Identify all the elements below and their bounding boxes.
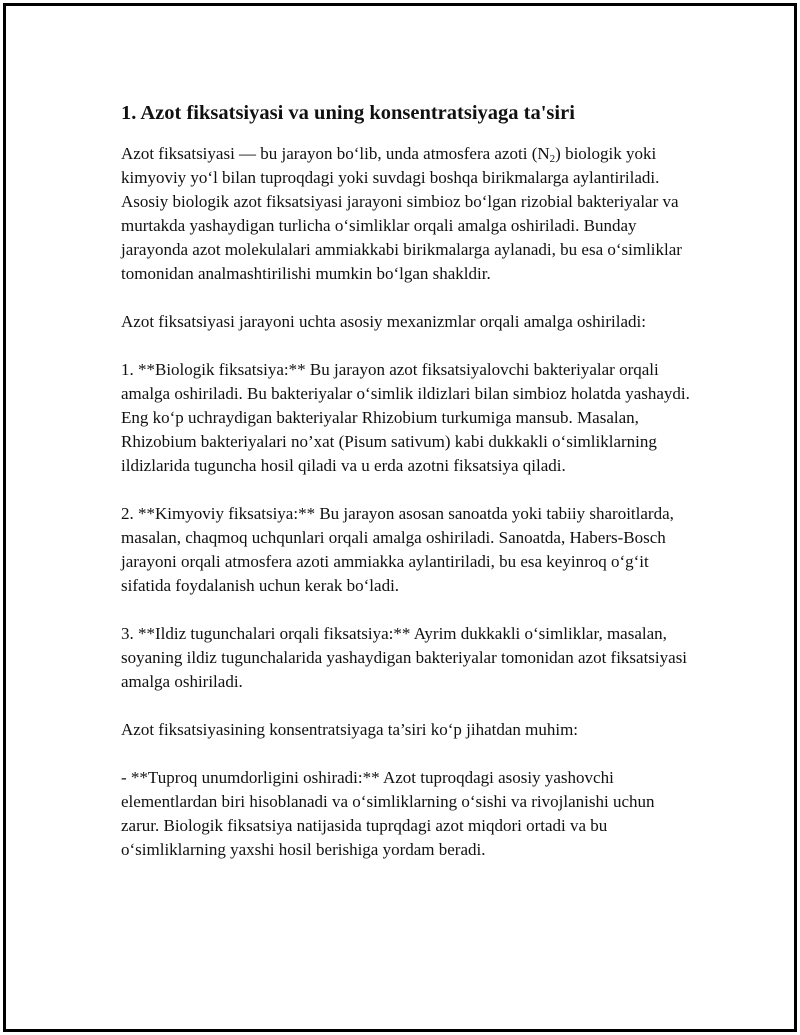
intro-text-start: Azot fiksatsiyasi — bu jarayon bo‘lib, unda atmosfera azoti (N (121, 144, 550, 163)
chemical-fixation-paragraph: 2. **Kimyoviy fiksatsiya:** Bu jarayon asosan sanoatda yoki tabiiy sharoitlarda, masalan, chaqmoq uchqunlari orqali amalga oshiriladi. Sanoatda, Habers-Bosch jarayoni orqali atmosfera azoti ammiakka aylantiriladi, bu esa keyinroq o‘g‘it sifatida foydalanish uchun kerak bo‘ladi. (121, 504, 674, 595)
page-frame (3, 3, 797, 1032)
document-body (121, 100, 691, 862)
intro-text-end: ) biologik yoki kimyoviy yo‘l bilan tuproqdagi yoki suvdagi boshqa birikmalarga aylantiriladi. Asosiy biologik azot fiksatsiyasi jarayoni simbioz bo‘lgan rizobial bakteriyalar va murtakda yashaydigan turlicha o‘simliklar orqali amalga oshiriladi. Bunday jarayonda azot molekulalari ammiakkabi birikmalarga aylanadi, bu esa o‘simliklar tomonidan analmashtirilishi mumkin bo‘lgan shakldir. (121, 144, 682, 283)
nitrogen-subscript: 2 (549, 153, 556, 165)
importance-intro-paragraph: Azot fiksatsiyasining konsentratsiyaga ta’siri ko‘p jihatdan muhim: (121, 720, 579, 739)
section-heading: 1. Azot fiksatsiyasi va uning konsentratsiyaga ta'siri (121, 102, 575, 124)
root-nodule-fixation-paragraph: 3. **Ildiz tugunchalari orqali fiksatsiya:** Ayrim dukkakli o‘simliklar, masalan, soyaning ildiz tugunchalarida yashaydigan bakteriyalar tomonidan azot fiksatsiyasi amalga oshiriladi. (121, 624, 688, 691)
mechanisms-intro-paragraph: Azot fiksatsiyasi jarayoni uchta asosiy mexanizmlar orqali amalga oshiriladi: (121, 312, 646, 331)
intro-paragraph (121, 142, 691, 286)
soil-fertility-paragraph: - **Tuproq unumdorligini oshiradi:** Azot tuproqdagi asosiy yashovchi elementlardan biri hisoblanadi va o‘simliklarning o‘sishi va rivojlanishi uchun zarur. Biologik fiksatsiya natijasida tuprqdagi azot miqdori ortadi va bu o‘simliklarning yaxshi hosil berishiga yordam beradi. (121, 768, 655, 859)
biological-fixation-paragraph: 1. **Biologik fiksatsiya:** Bu jarayon azot fiksatsiyalovchi bakteriyalar orqali amalga oshiriladi. Bu bakteriyalar o‘simlik ildizlari bilan simbioz holatda yashaydi. Eng ko‘p uchraydigan bakteriyalar Rhizobium turkumiga mansub. Masalan, Rhizobium bakteriyalari no’xat (Pisum sativum) kabi dukkakli o‘simliklarning ildizlarida tuguncha hosil qiladi va u erda azotni fiksatsiya qiladi. (121, 360, 690, 475)
